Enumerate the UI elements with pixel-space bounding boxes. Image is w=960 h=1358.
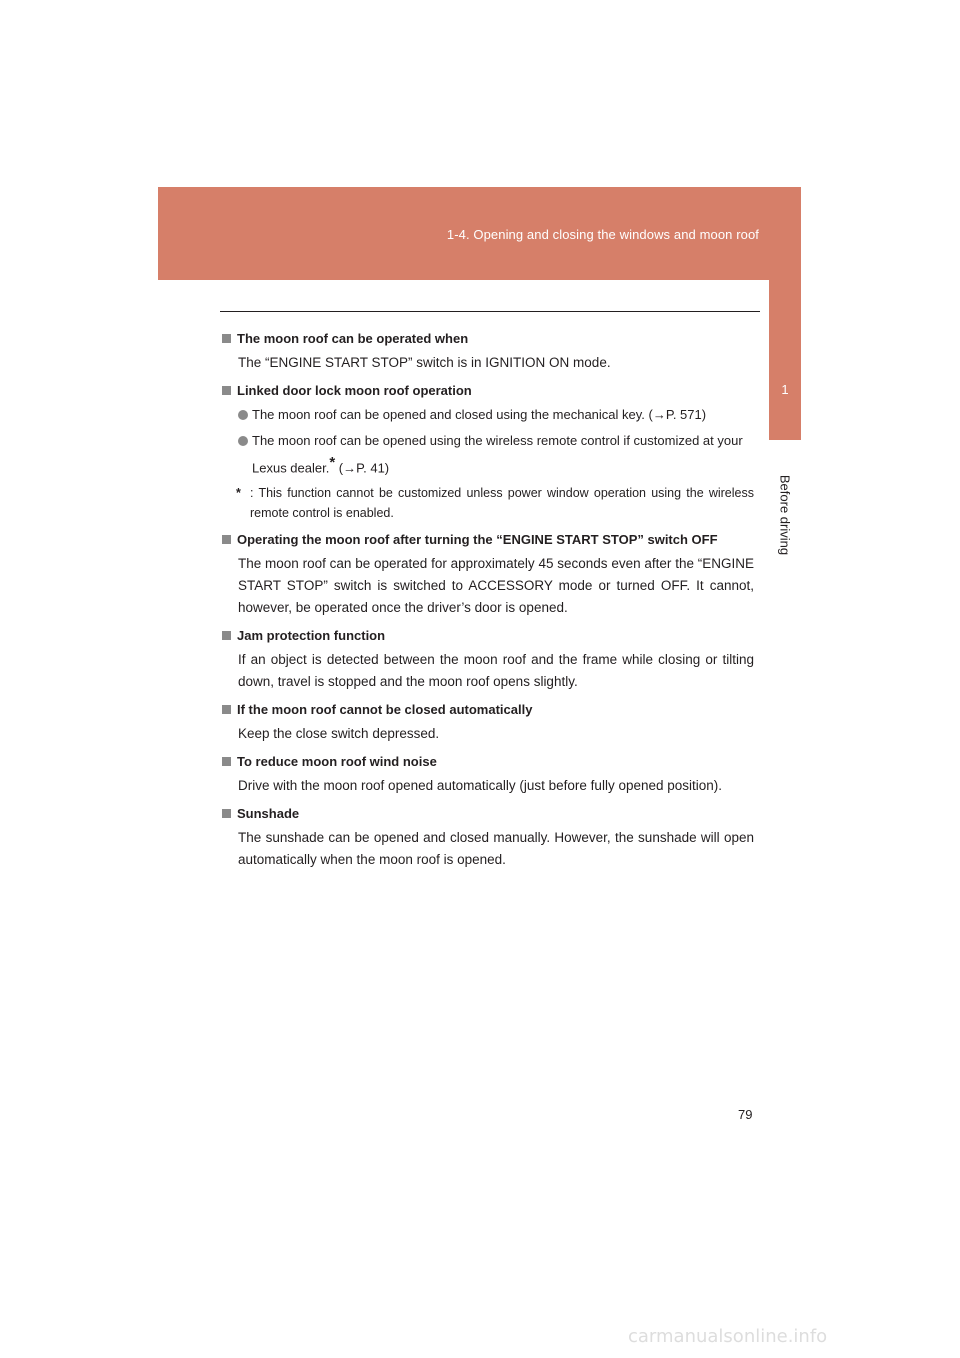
section-after-engine-off xyxy=(222,531,754,619)
section-wind-noise xyxy=(222,753,754,797)
circle-bullet-icon xyxy=(238,436,248,446)
footnote-star: * xyxy=(329,454,336,471)
chapter-tab xyxy=(769,187,801,440)
section-cannot-close xyxy=(222,701,754,745)
list-item-text: The moon roof can be opened and closed using the mechanical key. (→P. 571) xyxy=(252,407,707,422)
square-bullet-icon xyxy=(222,334,231,343)
header-band xyxy=(158,187,801,280)
section-header-title: 1-4. Opening and closing the windows and moon roof xyxy=(446,227,759,242)
section-title: The moon roof can be operated when xyxy=(237,331,469,346)
page-reference: (→P. 41) xyxy=(335,460,390,476)
section-body: The “ENGINE START STOP” switch is in IGNITION ON mode. xyxy=(238,355,611,370)
section-body: The sunshade can be opened and closed manually. However, the sunshade will open automatically when the moon roof is opened. xyxy=(238,830,754,868)
chapter-label: Before driving xyxy=(777,474,793,556)
square-bullet-icon xyxy=(222,705,231,714)
footnote xyxy=(222,483,754,523)
square-bullet-icon xyxy=(222,631,231,640)
section-body: Keep the close switch depressed. xyxy=(238,726,440,742)
footnote-text: : This function cannot be customized unless power window operation using the wireless remote control is enabled. xyxy=(250,486,754,521)
circle-bullet-icon xyxy=(238,410,248,420)
chapter-number: 1 xyxy=(781,382,789,397)
section-title: Linked door lock moon roof operation xyxy=(237,383,472,398)
list-item-text: The moon roof can be opened using the wireless remote control if customized at your Lexus dealer. xyxy=(252,433,743,476)
section-title: Operating the moon roof after turning the “ENGINE START STOP” switch OFF xyxy=(237,532,718,548)
square-bullet-icon xyxy=(222,535,231,544)
square-bullet-icon xyxy=(222,386,231,395)
section-jam-protection xyxy=(222,627,754,693)
page-number: 79 xyxy=(738,1107,753,1122)
page-content xyxy=(222,330,754,879)
section-body: If an object is detected between the moon roof and the frame while closing or tilting down, travel is stopped and the moon roof opens slightly. xyxy=(238,652,754,690)
footnote-mark: * xyxy=(236,486,241,501)
section-title: Jam protection function xyxy=(237,628,386,644)
section-operation-conditions xyxy=(222,330,754,374)
watermark: carmanualsonline.info xyxy=(628,1326,828,1347)
section-title: To reduce moon roof wind noise xyxy=(237,754,437,770)
section-body: Drive with the moon roof opened automatically (just before fully opened position). xyxy=(238,778,723,794)
section-title: If the moon roof cannot be closed automatically xyxy=(237,702,533,718)
section-body: The moon roof can be operated for approximately 45 seconds even after the “ENGINE START STOP” switch is switched to ACCESSORY mode or turned OFF. It cannot, however, be operated once the driver’s door is opened. xyxy=(238,556,754,616)
section-linked-door-lock xyxy=(222,382,754,523)
list-item xyxy=(222,404,754,426)
square-bullet-icon xyxy=(222,809,231,818)
section-title: Sunshade xyxy=(237,806,300,822)
header-rule xyxy=(220,311,760,312)
square-bullet-icon xyxy=(222,757,231,766)
list-item xyxy=(222,430,754,479)
section-sunshade xyxy=(222,805,754,871)
